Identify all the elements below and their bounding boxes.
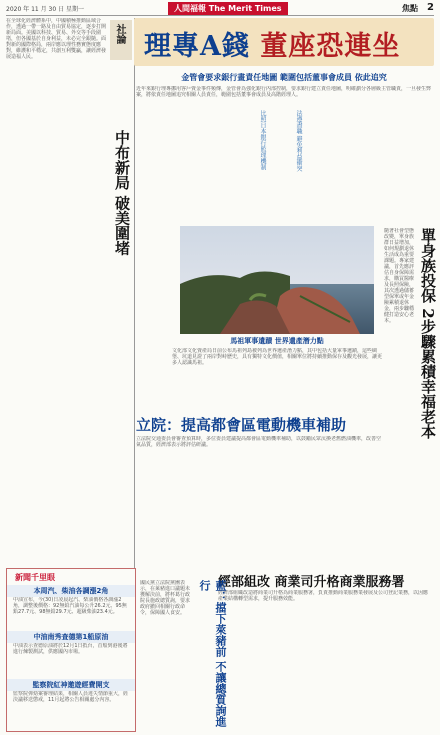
brief-body-1: 中油宣布，今(30)日凌晨起汽、柴油價格各調漲2角，調整後價格：92無鉛汽油每公升26.2元、95無鉛27.7元、98無鉛29.7元、超級柴油23.4元。 (13, 597, 127, 615)
brief-headline-3: 監察院紅神邀遊經費開支 (7, 679, 135, 691)
right-story-title: 單身族投保 2步驟累積幸福老本 (419, 228, 437, 439)
editorial-title: 中布新局 破美圍堵 (113, 130, 131, 256)
brief-headline-2: 中油南秀查德第1船原油 (7, 631, 135, 643)
legislature-body: 立法院交通委員會審查預算時，多位委員建議提高都會區電動機車補助，以鼓勵民眾汰換老舊燃油機車，改善空氣品質，經濟部表示將評估研議。 (136, 436, 382, 448)
editorial-tag: 社論 (114, 24, 125, 44)
economy-body: 經濟部組織改造將商業司升格為商業服務署，負責推動商業服務業發展及公司登記業務，以因應產業結構轉型需求，提升服務效能。 (218, 590, 429, 602)
newspaper-logo: 人間福報 The Merit Times (168, 2, 288, 15)
lead-tag-2: 法遵盡職 避免利益衝突 (295, 110, 302, 172)
lead-headline-part1: 理專A錢 (144, 31, 250, 62)
issue-date: 2020 年 11 月 30 日 星期一 (6, 6, 84, 13)
photo-caption: 馬祖軍事遺蹟 世界遺產潛力點 (230, 337, 324, 345)
news-briefs-box (6, 568, 136, 732)
photo-body: 文化部文化資產局日前公布馬祖列島被列為世界遺產潛力點，其中包括大量軍事遺蹟，這些碉堡、坑道見證了兩岸對峙歷史，具有獨特文化價值，相關單位將持續推動保存及觀光發展，讓更多人認識馬祖。 (172, 348, 382, 366)
news-briefs-title: 新聞千里眼 (15, 573, 55, 582)
matsu-photo (180, 226, 374, 334)
kmt-story-title: 藍：擋下萊豬前 不讓總質詢進行 (198, 580, 227, 727)
page-header (6, 2, 434, 16)
editorial-body: 在全球化經濟體系中，中國積極推動區域合作，透過一帶一路及自由貿易協定，逐步打開新局面。美國以科技、貿易、外交等手段圍堵，但各國基於自身利益，未必完全跟隨。面對新的國際格局，兩岸應以理性務實態度應對，維護和平穩定，共創互利雙贏，讓經濟發展造福人民。 (6, 18, 107, 60)
brief-body-2: 中油表示查德原油將於12月1日抵台，首船到港後將進行煉製測試，供應國內市場。 (13, 643, 128, 655)
lead-story-body: 近年來銀行理專挪用客戶資金事件頻傳，金管會為強化銀行內部控制，要求銀行建立責任地圖，明確劃分各層級主管職責，一旦發生弊案，將依責任地圖追究相關人員責任，範圍包括董事會成員及高階經理人。 (136, 86, 432, 98)
lead-headline-part2: 董座恐連坐 (260, 31, 401, 62)
brief-headline-1: 本周汽、柴油各調漲2角 (7, 585, 135, 597)
lead-tag-1: 比照日本銀行監理機制 (259, 110, 266, 170)
kmt-story-body: 國民黨立法院黨團表示，在萊豬進口議題未獲解決前，將杯葛行政院長施政總質詢，要求政府撤回相關行政命令，保障國人食安。 (140, 580, 191, 616)
page-number: 2 (427, 2, 434, 13)
lead-subheadline: 金管會要求銀行畫責任地圖 範圍包括董事會成員 依此追究 (181, 73, 387, 82)
section-label: 焦點 (402, 4, 418, 13)
matsu-coast-image (180, 226, 374, 334)
right-story-body: 隨著社會型態改變，單身族群日益增加，如何規劃退休生活成為重要課題。專家建議，首先應評估自身保障需求，購買醫療及長照保險，其次透過儲蓄型保單或年金險累積退休金，兩步驟穩健打造安心老本。 (384, 228, 415, 324)
economy-headline: 經部組改 商業司升格商業服務署 (218, 575, 405, 590)
brief-body-3: 監察院彈劾案審理結果，相關人員違失情節重大，經決議移送懲戒，11月起將公告相關處分內容。 (13, 691, 129, 703)
lead-headline-banner (134, 18, 434, 66)
legislature-headline: 立院：提高都會區電動機車補助 (136, 416, 347, 434)
